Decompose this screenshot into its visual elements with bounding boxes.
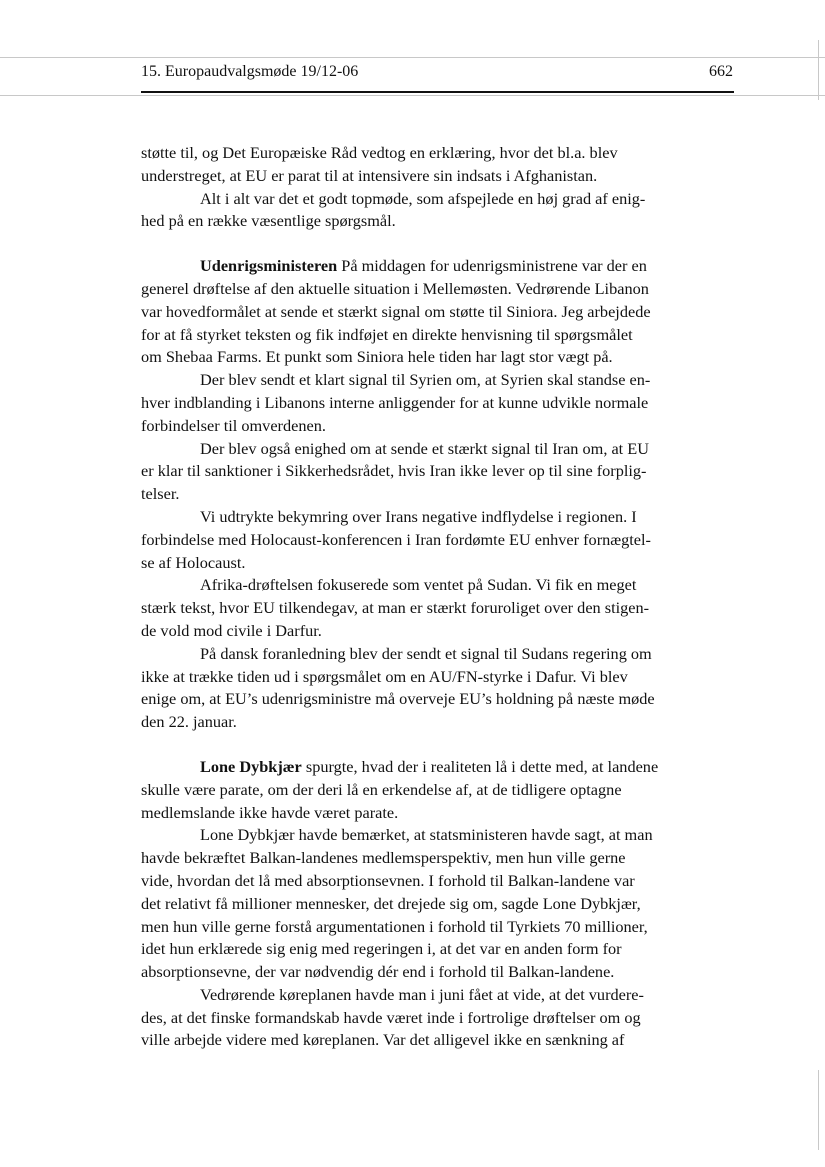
text-line: generel drøftelse af den aktuelle situation i Mellemøsten. Vedrørende Libanon <box>141 278 649 298</box>
paragraph <box>141 188 741 234</box>
text-line <box>141 756 741 779</box>
speaker-name: Udenrigsministeren <box>200 256 338 276</box>
section-gap <box>141 734 741 756</box>
speaker-name: Lone Dybkjær <box>200 756 302 776</box>
text-line: Alt i alt var det et godt topmøde, som afspejlede en høj grad af enig- <box>200 188 646 208</box>
scan-edge-line-top <box>0 57 825 58</box>
text-line: absorptionsevne, der var nødvendig dér end i forhold til Balkan-landene. <box>141 962 615 982</box>
scan-margin-mark <box>818 40 819 100</box>
text-line: var hovedformålet at sende et stærkt signal om støtte til Siniora. Jeg arbejdede <box>141 301 651 321</box>
paragraph <box>141 506 741 574</box>
text-line: Vedrørende køreplanen havde man i juni fået at vide, at det vurdere- <box>200 984 644 1004</box>
paragraph <box>141 824 741 984</box>
paragraph <box>141 369 741 437</box>
text-line: den 22. januar. <box>141 712 237 732</box>
text-line: Vi udtrykte bekymring over Irans negative indflydelse i regionen. I <box>200 506 637 526</box>
text-line: støtte til, og Det Europæiske Råd vedtog en erklæring, hvor det bl.a. blev <box>141 143 618 162</box>
text-line: de vold mod civile i Darfur. <box>141 620 322 640</box>
text-line: Lone Dybkjær havde bemærket, at statsministeren havde sagt, at man <box>200 825 653 845</box>
text-line: havde bekræftet Balkan-landenes medlemsperspektiv, men hun ville gerne <box>141 848 626 868</box>
paragraph <box>141 984 741 1052</box>
text-line: for at få styrket teksten og fik indføjet en direkte henvisning til spørgsmålet <box>141 324 633 344</box>
paragraph <box>141 142 741 188</box>
paragraph <box>141 643 741 734</box>
text-line: men hun ville gerne forstå argumentationen i forhold til Tyrkiets 70 millioner, <box>141 916 648 936</box>
speech-text: spurgte, hvad der i realiteten lå i dette med, at landene <box>301 756 659 776</box>
page-body <box>141 142 741 1052</box>
header-rule <box>141 91 734 93</box>
text-line: om Shebaa Farms. Et punkt som Siniora hele tiden har lagt stor vægt på. <box>141 347 613 367</box>
speech-text: På middagen for udenrigsministrene var der en <box>337 256 647 276</box>
text-line: forbindelse med Holocaust-konferencen i Iran fordømte EU enhver fornægtel- <box>141 529 651 549</box>
header-title: 15. Europaudvalgsmøde 19/12-06 <box>141 63 359 80</box>
text-line: Der blev sendt et klart signal til Syrien om, at Syrien skal standse en- <box>200 370 651 390</box>
section-gap <box>141 233 741 255</box>
text-line: ville arbejde videre med køreplanen. Var det alligevel ikke en sænkning af <box>141 1030 625 1050</box>
text-line: medlemslande ikke havde været parate. <box>141 802 399 822</box>
text-line: stærk tekst, hvor EU tilkendegav, at man er stærkt foruroliget over den stigen- <box>141 598 650 618</box>
scan-edge-line-bottom <box>0 95 825 96</box>
text-line: hver indblanding i Libanons interne anliggender for at kunne udvikle normale <box>141 392 649 412</box>
text-line: Der blev også enighed om at sende et stærkt signal til Iran om, at EU <box>200 438 649 458</box>
text-line: understreget, at EU er parat til at intensivere sin indsats i Afghanistan. <box>141 165 598 185</box>
text-line: forbindelser til omverdenen. <box>141 415 326 435</box>
text-line: des, at det finske formandskab havde været inde i fortrolige drøftelser om og <box>141 1007 641 1027</box>
text-line: hed på en række væsentlige spørgsmål. <box>141 211 396 231</box>
text-line: idet hun erklærede sig enig med regeringen i, at det var en anden form for <box>141 939 622 959</box>
text-line: det relativt få millioner mennesker, det drejede sig om, sagde Lone Dybkjær, <box>141 893 641 913</box>
paragraph <box>141 438 741 506</box>
text-line: På dansk foranledning blev der sendt et signal til Sudans regering om <box>200 643 652 663</box>
text-line: ikke at trække tiden ud i spørgsmålet om en AU/FN-styrke i Dafur. Vi blev <box>141 666 628 686</box>
text-line: Afrika-drøftelsen fokuserede som ventet på Sudan. Vi fik en meget <box>200 575 637 595</box>
scan-margin-mark <box>818 1070 819 1150</box>
text-line: er klar til sanktioner i Sikkerhedsrådet, hvis Iran ikke lever op til sine forplig- <box>141 461 647 481</box>
text-line <box>141 255 741 278</box>
text-line: enige om, at EU’s udenrigsministre må overveje EU’s holdning på næste møde <box>141 689 655 709</box>
page-number: 662 <box>709 63 733 80</box>
speaker-paragraph <box>141 255 741 369</box>
text-line: telser. <box>141 484 180 504</box>
text-line: se af Holocaust. <box>141 552 246 572</box>
speaker-paragraph <box>141 756 741 824</box>
text-line: skulle være parate, om der deri lå en erkendelse af, at de tidligere optagne <box>141 779 622 799</box>
text-line: vide, hvordan det lå med absorptionsevnen. I forhold til Balkan-landene var <box>141 870 635 890</box>
paragraph <box>141 574 741 642</box>
